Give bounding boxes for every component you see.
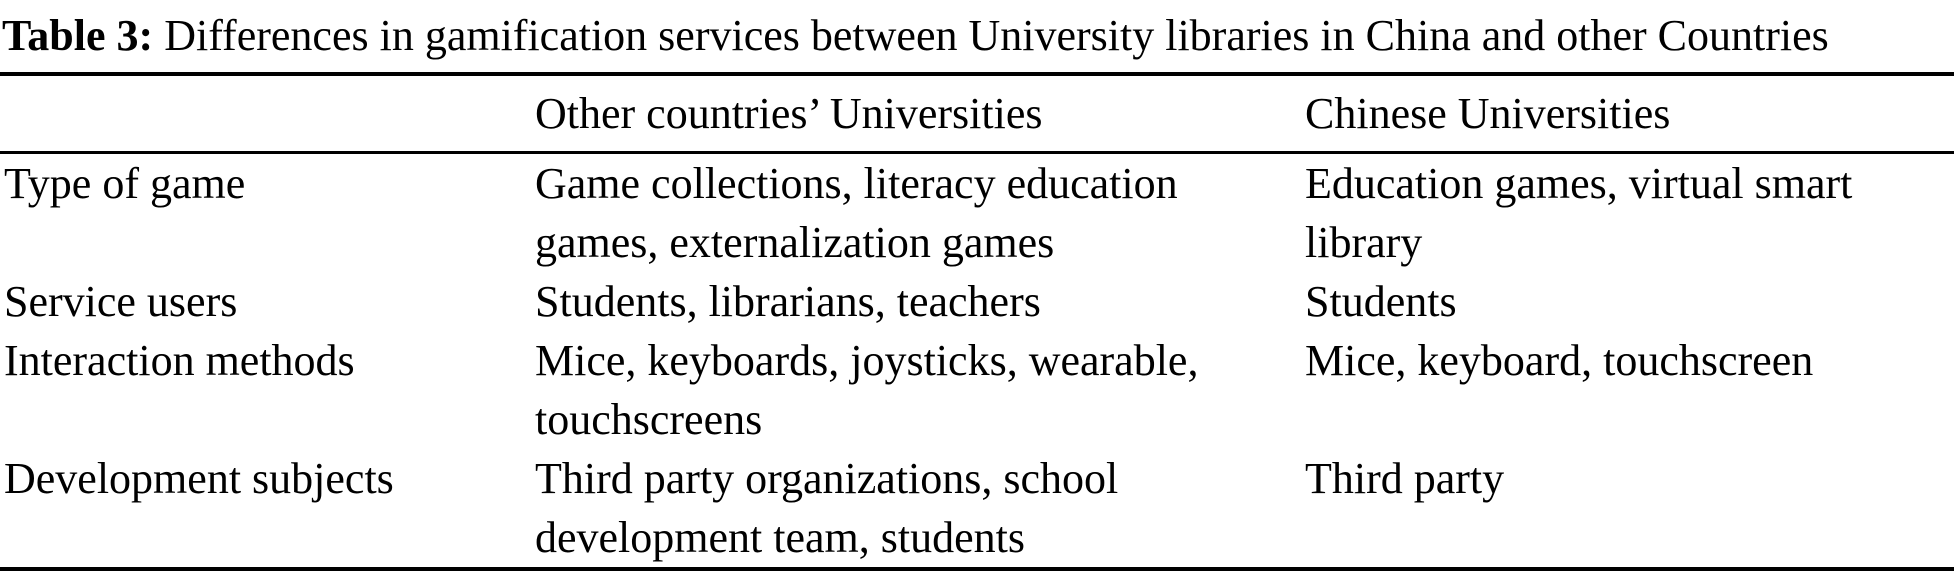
cell-other-countries: Game collections, literacy education games, externalization games <box>535 159 1178 267</box>
row-label: Service users <box>4 277 238 326</box>
table-caption-label: Table 3: <box>2 11 154 60</box>
header-cell-chinese: Chinese Universities <box>1305 74 1954 153</box>
table-row-service-users <box>0 272 1954 331</box>
row-label: Type of game <box>4 159 246 208</box>
table-caption <box>0 0 1954 72</box>
cell-other-countries: Mice, keyboards, joysticks, wearable, touchscreens <box>535 336 1199 444</box>
comparison-table <box>0 72 1954 571</box>
table-row-development-subjects <box>0 449 1954 569</box>
cell-other-countries: Students, librarians, teachers <box>535 277 1041 326</box>
cell-chinese: Third party <box>1305 454 1505 503</box>
cell-chinese: Mice, keyboard, touchscreen <box>1305 336 1814 385</box>
header-cell-empty <box>0 74 535 153</box>
header-cell-other-countries: Other countries’ Universities <box>535 74 1305 153</box>
cell-chinese: Students <box>1305 277 1457 326</box>
table-row-type-of-game <box>0 153 1954 273</box>
cell-other-countries: Third party organizations, school development team, students <box>535 454 1119 562</box>
row-label: Development subjects <box>4 454 394 503</box>
table-row-interaction-methods <box>0 331 1954 449</box>
table-caption-text: Differences in gamification services between University libraries in China and other Countries <box>153 11 1829 60</box>
cell-chinese: Education games, virtual smart library <box>1305 159 1853 267</box>
row-label: Interaction methods <box>4 336 355 385</box>
header-row <box>0 74 1954 153</box>
